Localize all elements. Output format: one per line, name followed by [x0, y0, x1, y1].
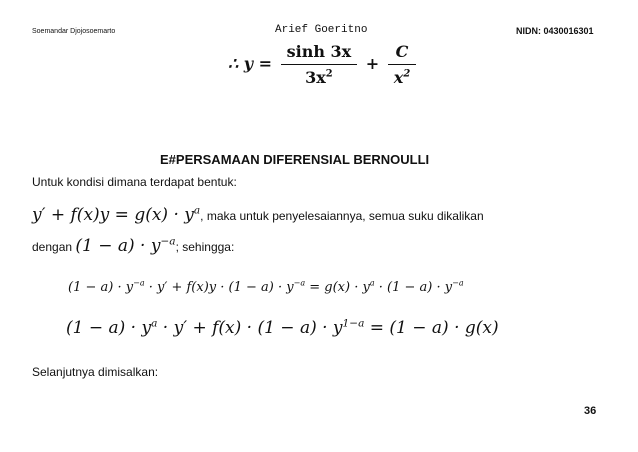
result-prefix: ∴ y =	[228, 54, 273, 73]
intro-text: Untuk kondisi dimana terdapat bentuk:	[32, 175, 237, 189]
header-author-center: Arief Goeritno	[275, 24, 368, 36]
simplified-equation: $(1 - a) \cdot y^a \cdot y' + f(x) \cdot (1 - a) \cdot y^{1-a} = (1 - a) \cdot g(x)$	[66, 317, 499, 338]
sinh-fraction	[281, 42, 358, 87]
result-equation	[228, 42, 419, 87]
constant-fraction	[388, 42, 416, 87]
plus-sign: +	[365, 54, 380, 73]
bernoulli-equation: $y' + f(x)y = g(x) \cdot y^a$, maka untuk penyelesaiannya, semua suku dikalikan	[32, 204, 484, 225]
eq1-tail-text: , maka untuk penyelesaiannya, semua suku dikalikan	[200, 209, 484, 223]
constant-numerator: C	[395, 42, 409, 61]
closing-text: Selanjutnya dimisalkan:	[32, 365, 159, 379]
fraction-denominator: $3x^2$	[305, 68, 333, 87]
multiply-line: dengan $(1 - a) \cdot y^{-a}$; sehingga:	[32, 235, 235, 256]
header-author-left: Soemandar Djojosoemarto	[32, 28, 116, 35]
expanded-equation: $(1 - a) \cdot y^{-a} \cdot y' + f(x)y \cdot (1 - a) \cdot y^{-a} = g(x) \cdot y^a \cdot (1 - a) \cdot y^{-a}$	[68, 278, 464, 295]
page-number: 36	[584, 405, 597, 417]
constant-denominator: $x^2$	[393, 68, 411, 87]
multiplier-expression: $(1 - a) \cdot y^{-a}$	[75, 235, 176, 256]
fraction-numerator: sinh 3x	[286, 42, 352, 61]
header-nidn: NIDN: 0430016301	[516, 26, 594, 36]
section-title: E#PERSAMAAN DIFERENSIAL BERNOULLI	[160, 152, 430, 167]
